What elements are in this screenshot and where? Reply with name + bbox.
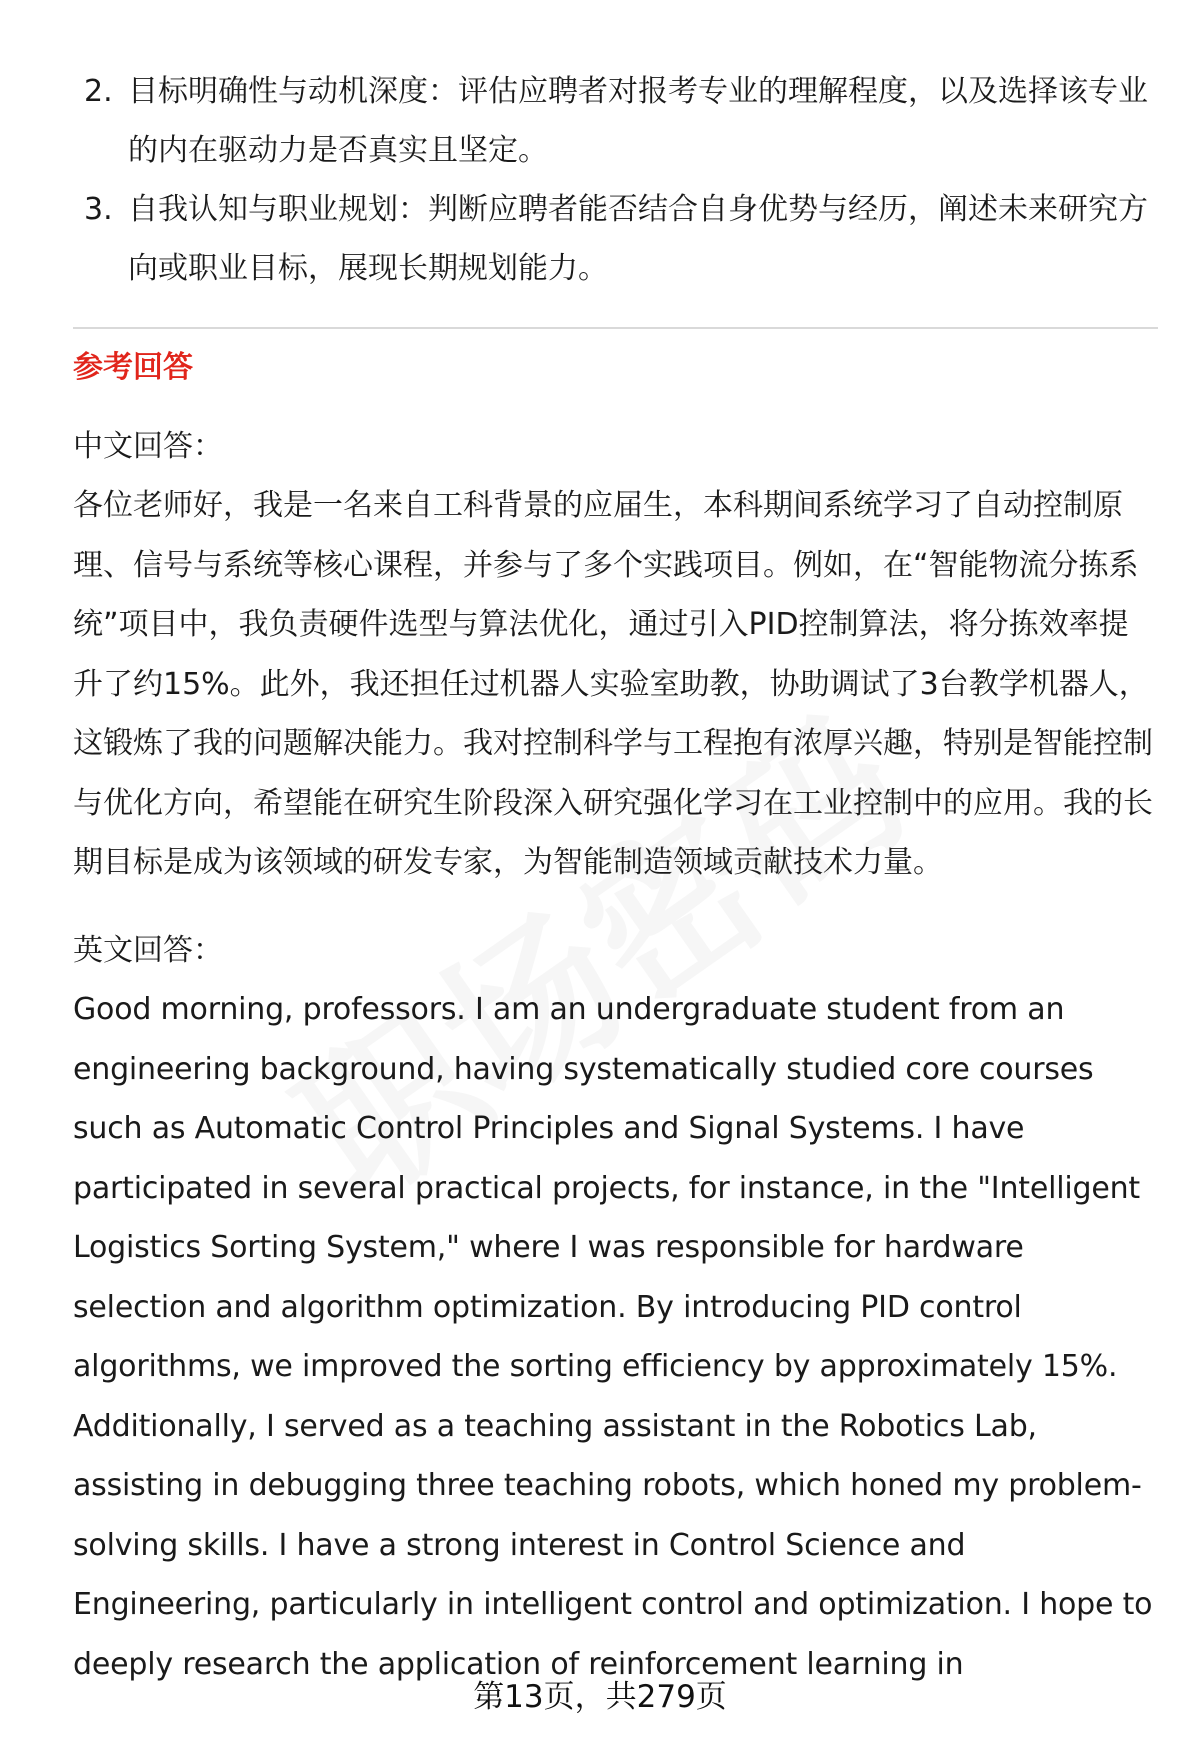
chinese-answer-label: 中文回答：	[73, 429, 223, 464]
page-number: 第13页，共279页	[473, 1679, 727, 1715]
criteria-list	[74, 62, 1154, 298]
criteria-number: 2.	[84, 74, 113, 109]
criteria-text: 目标明确性与动机深度：评估应聘者对报考专业的理解程度，以及选择该专业的内在驱动力是否真实且坚定。	[128, 74, 1148, 168]
section-divider	[73, 327, 1158, 329]
chinese-answer-text: 各位老师好，我是一名来自工科背景的应届生，本科期间系统学习了自动控制原理、信号与系统等核心课程，并参与了多个实践项目。例如，在“智能物流分拣系统”项目中，我负责硬件选型与算法优化，通过引入PID控制算法，将分拣效率提升了约15%。此外，我还担任过机器人实验室助教，协助调试了3台教学机器人，这锻炼了我的问题解决能力。我对控制科学与工程抱有浓厚兴趣，特别是智能控制与优化方向，希望能在研究生阶段深入研究强化学习在工业控制中的应用。我的长期目标是成为该领域的研发专家，为智能制造领域贡献技术力量。	[73, 488, 1153, 880]
criteria-item	[74, 62, 1154, 180]
criteria-item	[74, 180, 1154, 298]
english-answer-label: 英文回答：	[73, 933, 223, 968]
criteria-number: 3.	[84, 192, 113, 227]
reference-answer-title: 参考回答	[73, 350, 193, 385]
criteria-text: 自我认知与职业规划：判断应聘者能否结合自身优势与经历，阐述未来研究方向或职业目标，展现长期规划能力。	[128, 192, 1148, 286]
english-answer-text: Good morning, professors. I am an undergraduate student from an engineering background, having systematically studied core courses such as Automatic Control Principles and Signal Systems. I have participated in several practical projects, for instance, in the "Intelligent Logistics Sorting System," where I was responsible for hardware selection and algorithm optimization. By introducing PID control algorithms, we improved the sorting efficiency by approximately 15%. Additionally, I served as a teaching assistant in the Robotics Lab, assisting in debugging three teaching robots, which honed my problem-solving skills. I have a strong interest in Control Science and Engineering, particularly in intelligent control and optimization. I hope to deeply research the application of reinforcement learning in	[73, 992, 1153, 1682]
